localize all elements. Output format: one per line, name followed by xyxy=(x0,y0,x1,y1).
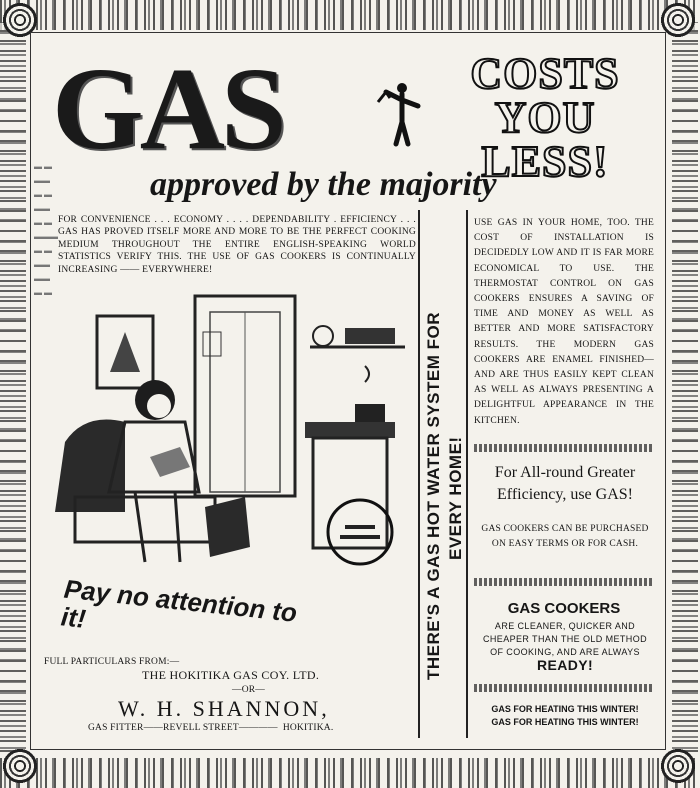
heating-line-1: GAS FOR HEATING THIS WINTER! xyxy=(491,704,639,714)
man-figure-icon xyxy=(372,80,432,150)
corner-ornament-icon xyxy=(2,748,38,784)
tagline: approved by the majority xyxy=(150,166,497,203)
hot-water-banner-2: EVERY HOME! xyxy=(446,436,465,560)
checker-divider xyxy=(474,684,654,692)
checker-divider xyxy=(474,444,654,452)
adjacent-column-bleed: ▬ ▬ ▬▬ ▬ ▬ ▬▬ ▬ ▬ ▬▬▬ ▬ ▬ ▬▬ ▬▬ ▬ ▬ xyxy=(34,162,58,297)
bottom-border xyxy=(0,758,700,788)
company-name: THE HOKITIKA GAS COY. LTD. xyxy=(142,668,320,682)
cookers-text-block xyxy=(476,620,654,674)
top-border xyxy=(0,0,700,30)
hot-water-banner: THERE'S A GAS HOT WATER SYSTEM FOR xyxy=(424,312,443,680)
ready-text: READY! xyxy=(536,657,594,673)
right-border xyxy=(672,22,698,752)
cookers-text: ARE CLEANER, QUICKER AND CHEAPER THAN THE OLD METHOD OF COOKING, AND ARE ALWAYS xyxy=(483,621,647,657)
heating-line-2: GAS FOR HEATING THIS WINTER! xyxy=(491,717,639,727)
checker-divider xyxy=(474,578,654,586)
efficiency-heading: For All-round Greater Efficiency, use GAS! xyxy=(494,464,636,503)
shannon-name: W. H. SHANNON, xyxy=(118,696,330,721)
trade-line: GAS FITTER——REVELL STREET———— HOKITIKA. xyxy=(88,723,334,733)
right-column-body: USE GAS IN YOUR HOME, TOO. THE COST OF INSTALLATION IS DECIDEDLY LOW AND IT IS FAR MORE ECONOMICAL TO USE. THE THERMOSTAT CONTROL ON GAS COOKERS ENSURES A SAVING OF TIME AND MONEY AS WELL AS BETTER AND MORE SATISFACTORY RESULTS. THE MODERN GAS COOKERS ARE ENAMEL FINISHED—AND ARE THUS EASILY KEPT CLEAN AS WELL AS ALWAYS PRESENTING A DELIGHTFUL APPEARANCE IN THE KITCHEN. xyxy=(474,218,654,426)
column-divider xyxy=(418,210,420,738)
costs-text: COSTS xyxy=(470,49,620,98)
corner-ornament-icon xyxy=(2,2,38,38)
you-text: YOU xyxy=(494,93,596,142)
corner-ornament-icon xyxy=(660,748,696,784)
kitchen-illustration xyxy=(55,292,415,592)
less-text: LESS! xyxy=(481,137,609,186)
pay-no-attention-slogan: Pay no attention to it! xyxy=(59,573,299,634)
column-divider xyxy=(466,210,468,738)
street-text: REVELL STREET xyxy=(162,723,239,733)
costs-you-less-block xyxy=(430,49,660,186)
gas-headline: GAS xyxy=(52,43,283,174)
gas-cookers-heading: GAS COOKERS xyxy=(507,600,621,617)
intro-paragraph: FOR CONVENIENCE . . . ECONOMY . . . . DEPENDABILITY . EFFICIENCY . . . GAS HAS PROVED ITSELF MORE AND MORE TO BE THE PERFECT COOKING MEDIUM THROUGHOUT THE ENTIRE ENGLISH-SPEAKING WORLD STATISTICS VERIFY THIS. THE USE OF GAS COOKERS IS CONTINUALLY INCREASING —— EVERYWHERE! xyxy=(58,215,416,275)
left-border xyxy=(0,22,26,752)
town-text: HOKITIKA. xyxy=(282,723,334,733)
corner-ornament-icon xyxy=(660,2,696,38)
or-separator: —OR— xyxy=(232,685,265,695)
terms-text: GAS COOKERS CAN BE PURCHASED ON EASY TERMS OR FOR CASH. xyxy=(481,524,649,549)
particulars-label: FULL PARTICULARS FROM:— xyxy=(44,657,180,667)
trade-text: GAS FITTER xyxy=(88,723,144,733)
